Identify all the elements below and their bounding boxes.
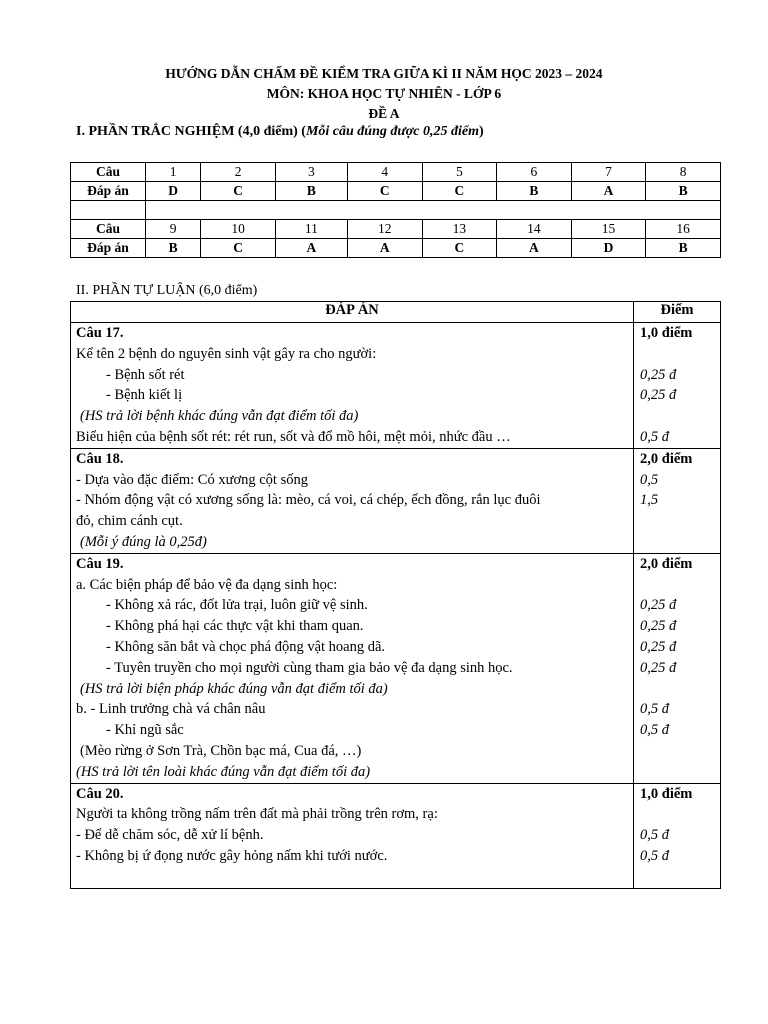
- answer-line: Biểu hiện của bệnh sốt rét: rét run, sốt và đổ mồ hôi, mệt mỏi, nhức đầu …: [76, 428, 511, 445]
- table-spacer-row: [71, 201, 721, 220]
- question-number: 7: [571, 163, 646, 182]
- answer-note: (HS trả lời tên loài khác đúng vẫn đạt điểm tối đa): [76, 763, 371, 780]
- question-number: 16: [646, 220, 721, 239]
- question-number: 13: [422, 220, 497, 239]
- table-row: [71, 239, 721, 258]
- answer-line: Kể tên 2 bệnh do nguyên sinh vật gây ra cho người:: [76, 345, 377, 362]
- answer-cell: C: [422, 182, 497, 201]
- answer-line: - Bệnh kiết lị: [106, 387, 183, 404]
- question-number: 15: [571, 220, 646, 239]
- question-title: Câu 19.: [76, 555, 124, 572]
- answer-line: - Không xả rác, đốt lửa trại, luôn giữ vệ sinh.: [106, 597, 368, 614]
- answer-line: - Khỉ ngũ sắc: [106, 722, 184, 739]
- question-title: Câu 18.: [76, 450, 124, 467]
- multiple-choice-table: [70, 162, 721, 258]
- question-number: 9: [146, 220, 201, 239]
- question-number: 14: [497, 220, 572, 239]
- table-row: [71, 323, 721, 449]
- answer-line: - Không phá hại các thực vật khi tham quan.: [106, 618, 364, 635]
- answer-cell: C: [422, 239, 497, 258]
- table-row: [71, 783, 721, 888]
- line-score: 0,25 đ: [640, 659, 677, 676]
- line-score: 0,25 đ: [640, 597, 677, 614]
- line-score: 0,25 đ: [640, 618, 677, 635]
- table-row: [71, 163, 721, 182]
- question-title: Câu 17.: [76, 325, 124, 341]
- document-title: HƯỚNG DẪN CHẤM ĐỀ KIỂM TRA GIỮA KÌ II NĂM HỌC 2023 – 2024: [165, 66, 603, 81]
- part1-note: Mỗi câu đúng được 0,25 điểm: [305, 124, 479, 139]
- question-number: 6: [497, 163, 572, 182]
- line-score: 0,5: [640, 471, 659, 488]
- answer-line: b. - Linh trưởng chà vá chân nâu: [76, 701, 266, 718]
- answer-note: (HS trả lời biện pháp khác đúng vẫn đạt điểm tối đa): [80, 680, 388, 697]
- answer-line: - Dựa vào đặc điểm: Có xương cột sống: [76, 471, 308, 488]
- table-header-row: [71, 302, 721, 323]
- question-label: Câu: [71, 163, 146, 182]
- question-number: 5: [422, 163, 497, 182]
- table-row: [71, 553, 721, 783]
- question-score: 2,0 điểm: [640, 450, 693, 467]
- answer-cell: A: [347, 239, 422, 258]
- answer-cell: B: [646, 182, 721, 201]
- subject-title: MÔN: KHOA HỌC TỰ NHIÊN - LỚP 6: [266, 86, 502, 101]
- question-number: 3: [275, 163, 347, 182]
- question-number: 2: [201, 163, 276, 182]
- question-score: 2,0 điểm: [640, 555, 693, 572]
- answer-line: - Không săn bắt và chọc phá động vật hoang dã.: [106, 638, 386, 655]
- answer-cell: A: [571, 182, 646, 201]
- answer-cell: A: [275, 239, 347, 258]
- answer-label: Đáp án: [71, 182, 146, 201]
- answer-line: - Bệnh sốt rét: [106, 366, 185, 383]
- answer-cell: D: [146, 182, 201, 201]
- answer-cell: C: [201, 182, 276, 201]
- answer-line: - Để dễ chăm sóc, dễ xử lí bệnh.: [76, 827, 264, 844]
- answer-line: - Tuyên truyền cho mọi người cùng tham gia bảo vệ đa dạng sinh học.: [106, 659, 513, 676]
- essay-answer-table: [70, 301, 721, 889]
- part1-heading: I. PHẦN TRẮC NGHIỆM (4,0 điểm) (Mỗi câu đúng được 0,25 điểm): [76, 124, 484, 139]
- answer-line: (Mèo rừng ở Sơn Trà, Chồn bạc má, Cua đá, …): [80, 742, 362, 759]
- question-title: Câu 20.: [76, 785, 124, 802]
- question-score: 1,0 điểm: [640, 325, 693, 341]
- answer-cell: C: [347, 182, 422, 201]
- answer-line: - Không bị ứ đọng nước gây hỏng nấm khi tưới nước.: [76, 847, 388, 864]
- line-score: 0,5 đ: [640, 428, 669, 445]
- table-row: [71, 182, 721, 201]
- question-score: 1,0 điểm: [640, 785, 693, 802]
- table-row: [71, 220, 721, 239]
- answer-cell: B: [646, 239, 721, 258]
- line-score: 0,25 đ: [640, 366, 677, 383]
- line-score: 1,5: [640, 492, 659, 509]
- table-row: [71, 448, 721, 553]
- answer-line: - Nhóm động vật có xương sống là: mèo, cá voi, cá chép, ếch đồng, rắn lục đuôi: [76, 492, 541, 509]
- answer-cell: C: [201, 239, 276, 258]
- answer-cell: B: [146, 239, 201, 258]
- answer-cell: D: [571, 239, 646, 258]
- line-score: 0,5 đ: [640, 701, 669, 718]
- line-score: 0,25 đ: [640, 638, 677, 655]
- line-score: 0,25 đ: [640, 387, 677, 404]
- part2-heading: II. PHẦN TỰ LUẬN (6,0 điểm): [76, 283, 258, 298]
- answer-cell: B: [275, 182, 347, 201]
- column-header-answer: ĐÁP ÁN: [71, 302, 634, 323]
- question-number: 12: [347, 220, 422, 239]
- question-number: 1: [146, 163, 201, 182]
- line-score: 0,5 đ: [640, 827, 669, 844]
- column-header-score: Điểm: [634, 302, 721, 323]
- question-label: Câu: [71, 220, 146, 239]
- question-number: 4: [347, 163, 422, 182]
- exam-code: ĐỀ A: [368, 106, 400, 121]
- answer-label: Đáp án: [71, 239, 146, 258]
- line-score: 0,5 đ: [640, 722, 669, 739]
- question-number: 11: [275, 220, 347, 239]
- answer-note: (HS trả lời bệnh khác đúng vẫn đạt điểm tối đa): [80, 408, 359, 425]
- answer-cell: A: [497, 239, 572, 258]
- answer-cell: B: [497, 182, 572, 201]
- answer-line: Người ta không trồng nấm trên đất mà phải trồng trên rơm, rạ:: [76, 806, 438, 823]
- question-number: 10: [201, 220, 276, 239]
- answer-line: đỏ, chim cánh cụt.: [76, 513, 183, 530]
- question-number: 8: [646, 163, 721, 182]
- answer-line: a. Các biện pháp để bảo vệ đa dạng sinh học:: [76, 576, 338, 593]
- answer-note: (Mỗi ý đúng là 0,25đ): [80, 533, 207, 550]
- line-score: 0,5 đ: [640, 847, 669, 864]
